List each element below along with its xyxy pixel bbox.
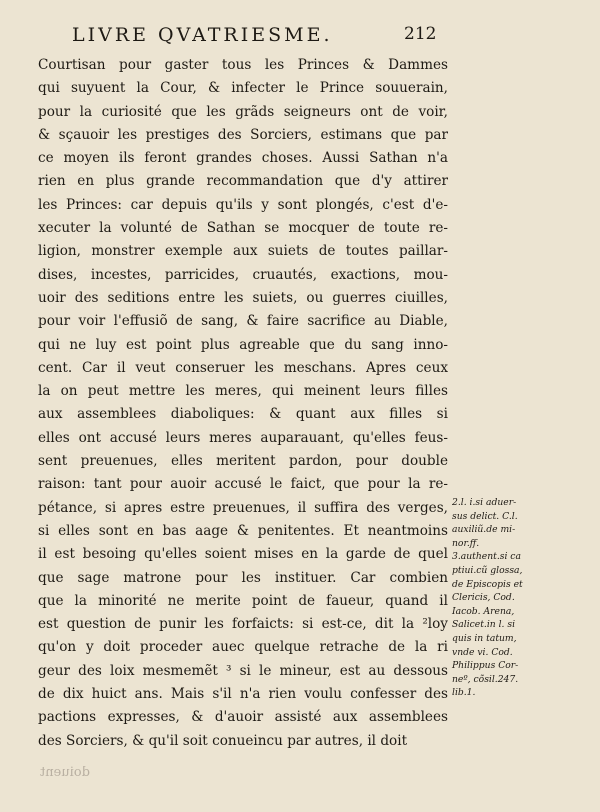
margin-note: de Episcopis et xyxy=(452,578,523,590)
margin-note: neº, cõsil.247. xyxy=(452,673,519,685)
text-line: ce moyen ils feront grandes choses. Aussi Sathan n'a xyxy=(38,150,448,167)
margin-notes xyxy=(452,496,570,700)
text-line: la on peut mettre les meres, qui meinent leurs filles xyxy=(38,383,448,400)
text-line: & sçauoir les prestiges des Sorciers, estimans que par xyxy=(38,126,448,143)
text-line: aux assemblees diaboliques: & quant aux filles si xyxy=(38,406,448,423)
body-text xyxy=(38,54,448,753)
margin-note: 2.l. i.si aduer- xyxy=(452,497,517,508)
text-line: dises, incestes, parricides, cruautés, exactions, mou- xyxy=(38,266,448,283)
text-line: ligion, monstrer exemple aux suiets de toutes paillar- xyxy=(38,243,448,260)
bleed-through-catchword: doiuent xyxy=(40,765,90,780)
text-line: si elles sont en bas aage & penitentes. Et neantmoins xyxy=(38,522,448,539)
text-line: Courtisan pour gaster tous les Princes & Dammes xyxy=(38,57,448,73)
text-line: qui suyuent la Cour, & infecter le Prince souuerain, xyxy=(38,80,448,97)
text-line: les Princes: car depuis qu'ils y sont plongés, c'est d'e- xyxy=(38,196,448,213)
text-line: qu'on y doit proceder auec quelque retrache de la ri xyxy=(38,639,448,656)
running-title: LIVRE QVATRIESME. xyxy=(72,24,333,46)
margin-note: 3.authent.si ca xyxy=(452,551,521,563)
text-line: rien en plus grande recommandation que d'y attirer xyxy=(38,173,448,190)
margin-note: quis in tatum, xyxy=(452,632,517,644)
text-line: pétance, si apres estre preuenues, il suffira des verges, xyxy=(38,499,448,516)
margin-note: Clericis, Cod. xyxy=(452,592,515,604)
margin-note: ptiui.cũ glossa, xyxy=(452,564,523,576)
margin-note: Iacob. Arena, xyxy=(452,605,515,617)
text-line: uoir des seditions entre les suiets, ou guerres ciuilles, xyxy=(38,289,448,306)
text-line: sent preuenues, elles meritent pardon, pour double xyxy=(38,453,448,470)
text-line: des Sorciers, & qu'il soit conueincu par autres, il doit xyxy=(38,732,408,749)
margin-note: lib.1. xyxy=(452,687,476,699)
text-line: cent. Car il veut conseruer les meschans. Apres ceux xyxy=(38,359,448,376)
text-line: de dix huict ans. Mais s'il n'a rien voulu confesser des xyxy=(38,686,448,703)
text-line: elles ont accusé leurs meres auparauant, qu'elles feus- xyxy=(38,429,448,446)
page-number: 212 xyxy=(404,24,437,44)
margin-note: nor.ff. xyxy=(452,537,480,549)
text-line: est question de punir les forfaicts: si est-ce, dit la ²loy xyxy=(38,616,448,633)
text-line: il est besoing qu'elles soient mises en la garde de quel xyxy=(38,546,448,563)
text-line: qui ne luy est point plus agreable que du sang inno- xyxy=(38,336,448,353)
text-line: pour voir l'effusiõ de sang, & faire sacrifice au Diable, xyxy=(38,313,448,330)
text-line: pour la curiosité que les grãds seigneurs ont de voir, xyxy=(38,103,448,120)
margin-note: vnde vi. Cod. xyxy=(452,646,513,658)
text-line: que sage matrone pour les instituer. Car combien xyxy=(38,569,448,586)
margin-note: Salicet.in l. si xyxy=(452,619,516,631)
text-line: que la minorité ne merite point de faueur, quand il xyxy=(38,592,448,609)
margin-note: auxiliũ.de mi- xyxy=(452,524,516,536)
margin-note: sus delict. C.l. xyxy=(452,510,518,522)
text-line: pactions expresses, & d'auoir assisté aux assemblees xyxy=(38,709,448,726)
page-header xyxy=(0,24,600,50)
text-line: geur des loix mesmemẽt ³ si le mineur, est au dessous xyxy=(38,662,448,679)
text-line: raison: tant pour auoir accusé le faict, que pour la re- xyxy=(38,476,448,493)
text-line: xecuter la volunté de Sathan se mocquer de toute re- xyxy=(38,220,448,237)
margin-note: Philippus Cor- xyxy=(452,660,519,672)
